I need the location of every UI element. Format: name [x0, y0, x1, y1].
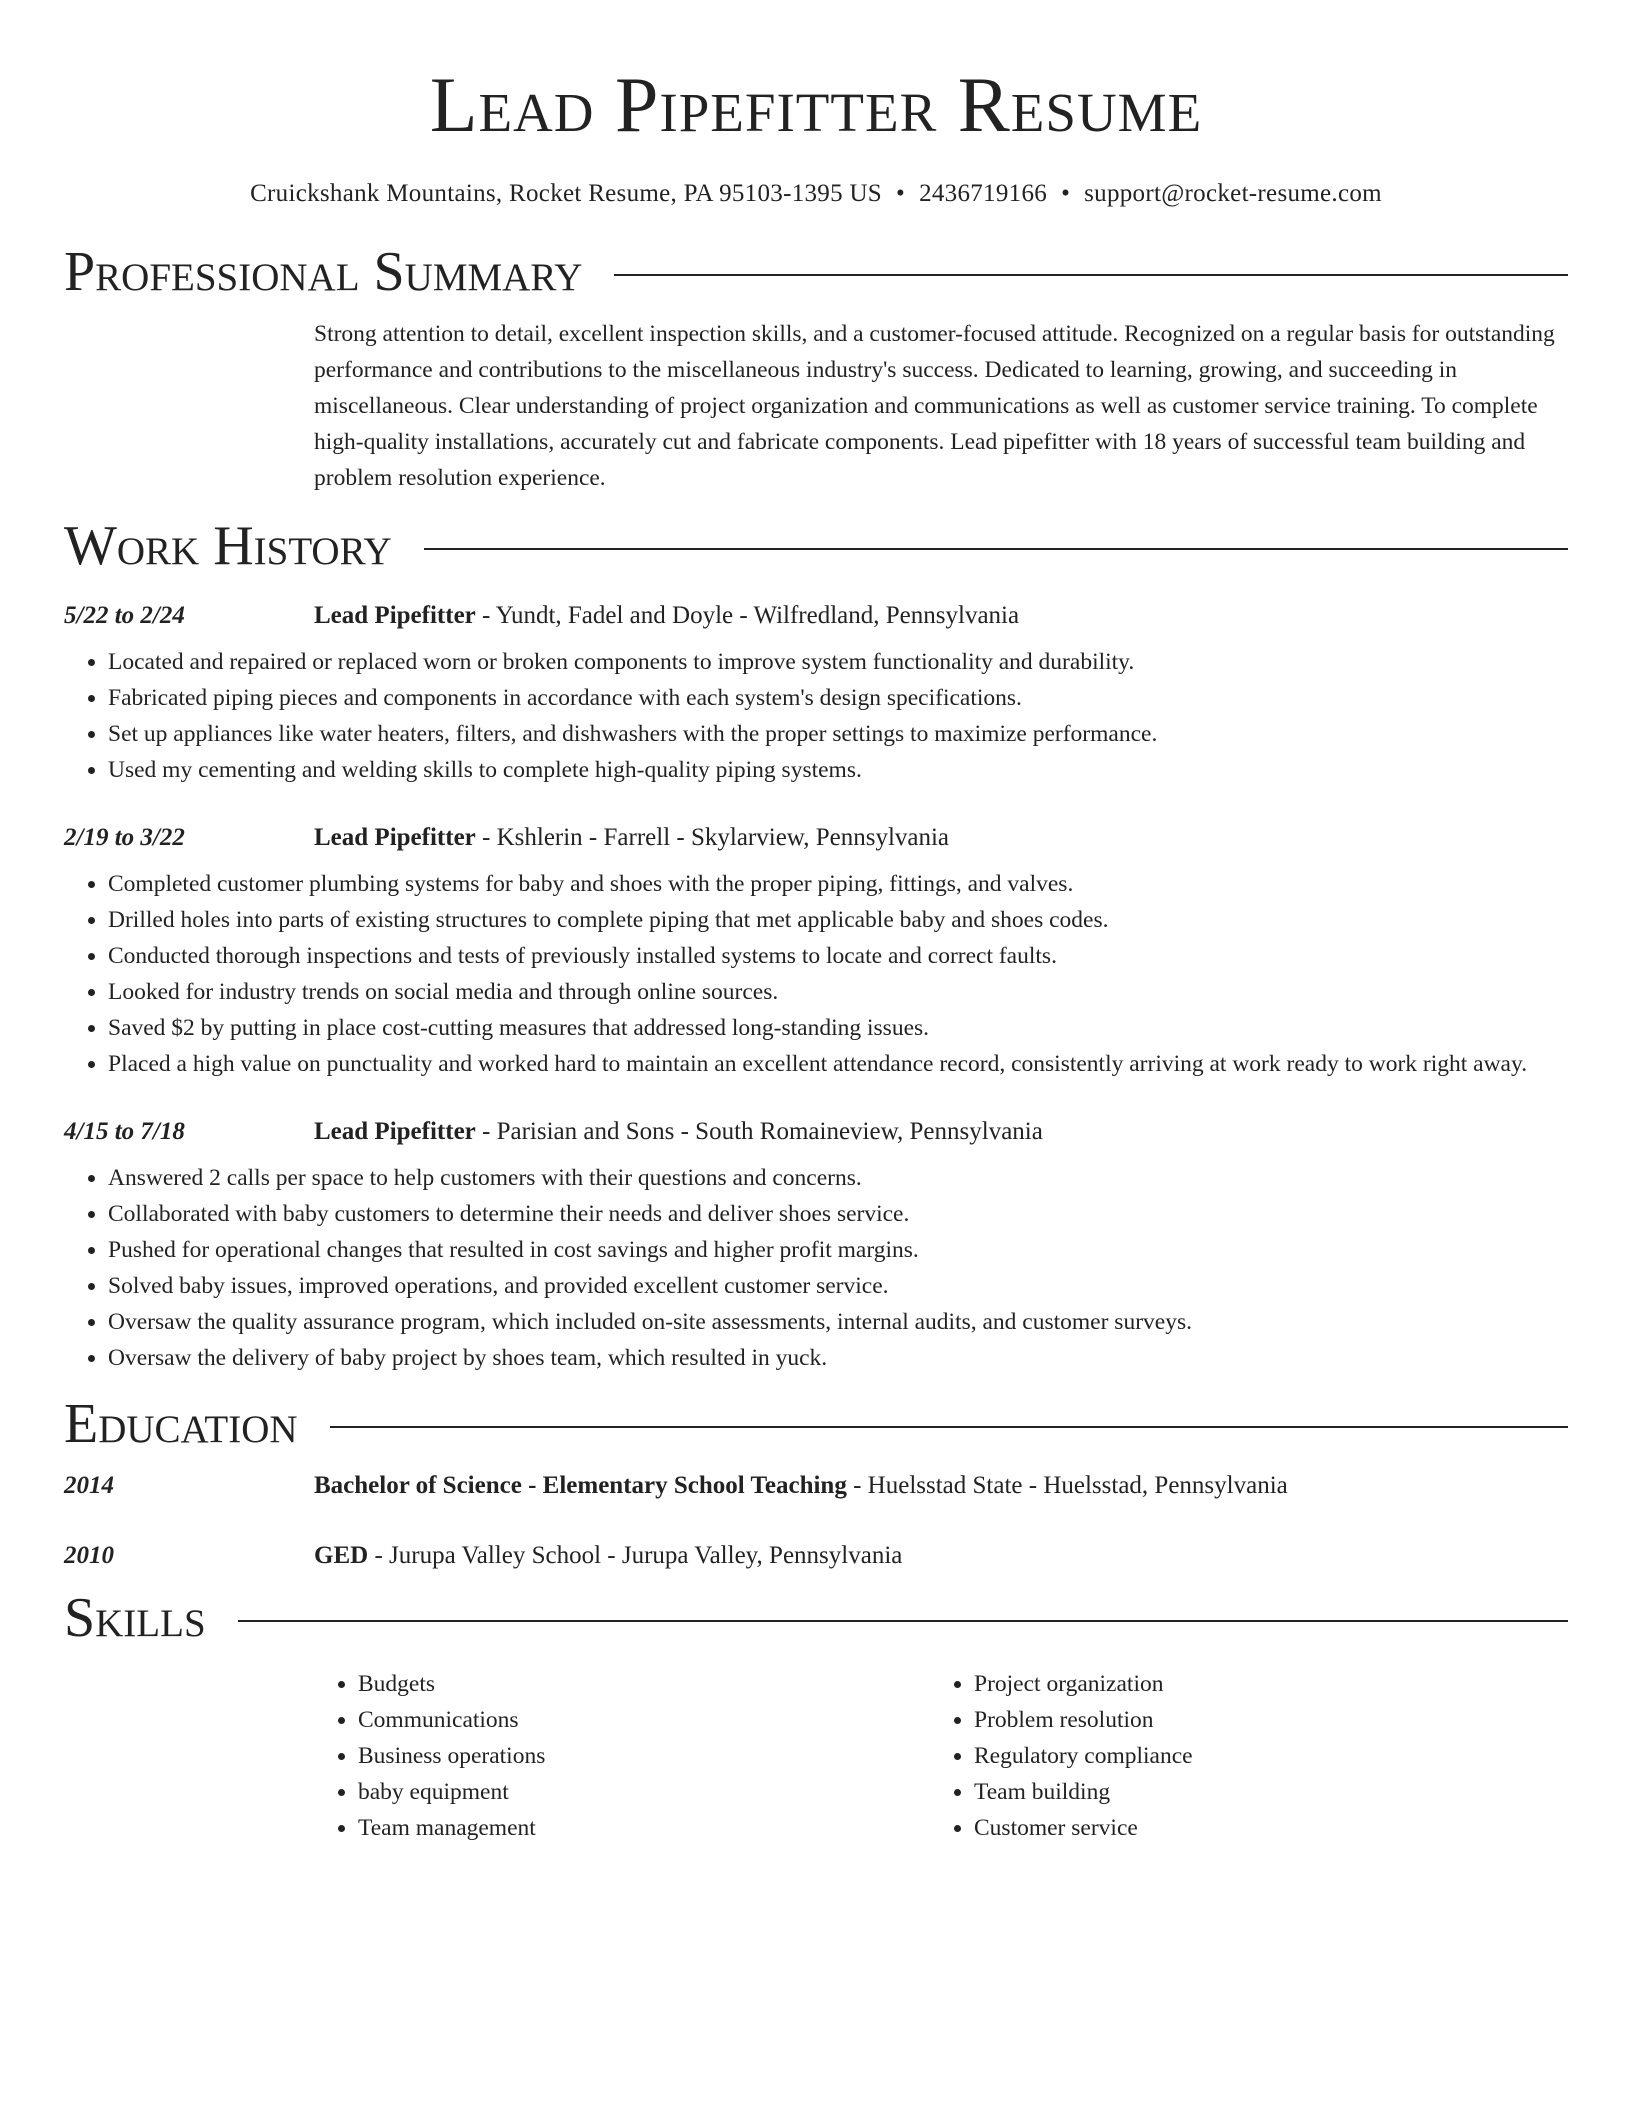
education-heading: Education — [64, 1393, 298, 1455]
skill-item: • baby equipment — [358, 1774, 930, 1810]
contact-address: Cruickshank Mountains, Rocket Resume, PA 95103-1395 US — [250, 180, 882, 207]
work-history-list — [64, 602, 1568, 1376]
section-divider — [424, 548, 1568, 550]
job-bullets — [64, 1160, 1568, 1376]
job-employer: - Yundt, Fadel and Doyle - Wilfredland, Pennsylvania — [475, 602, 1020, 629]
skill-item: • Business operations — [358, 1738, 930, 1774]
job-bullet: • Oversaw the delivery of baby project by shoes team, which resulted in yuck. — [108, 1340, 1568, 1376]
contact-email: support@rocket-resume.com — [1084, 180, 1382, 207]
skills-column-left — [314, 1666, 930, 1846]
job-bullet: • Answered 2 calls per space to help customers with their questions and concerns. — [108, 1160, 1568, 1196]
contact-separator: • — [896, 180, 906, 207]
job-dates: 4/15 to 7/18 — [64, 1118, 185, 1145]
job-bullet: • Collaborated with baby customers to determine their needs and deliver shoes service. — [108, 1196, 1568, 1232]
education-details — [314, 1542, 902, 1570]
education-school: - Huelsstad State - Huelsstad, Pennsylvania — [846, 1472, 1288, 1499]
education-section-header — [64, 1393, 1568, 1455]
job-employer: - Kshlerin - Farrell - Skylarview, Pennsylvania — [475, 824, 950, 851]
skills-list — [314, 1666, 1568, 1846]
summary-text: Strong attention to detail, excellent inspection skills, and a customer-focused attitude. Recognized on a regular basis for outstanding performance and contributions to the miscellaneous industry's success. Dedicated to learning, growing, and succeeding in miscellaneous. Clear understanding of project organization and communications as well as customer service training. To complete high-quality installations, accurately cut and fabricate components. Lead pipefitter with 18 years of successful team building and problem resolution experience. — [314, 321, 1555, 491]
skill-item: • Regulatory compliance — [974, 1738, 1546, 1774]
work-heading: Work History — [64, 515, 392, 577]
education-year: 2010 — [64, 1542, 114, 1569]
section-divider — [238, 1620, 1568, 1622]
job-dates: 2/19 to 3/22 — [64, 824, 185, 851]
job-bullet: • Set up appliances like water heaters, filters, and dishwashers with the proper settings to maximize performance. — [108, 716, 1568, 752]
job-bullet: • Saved $2 by putting in place cost-cutting measures that addressed long-standing issues. — [108, 1010, 1568, 1046]
education-degree: Bachelor of Science - Elementary School Teaching — [314, 1472, 847, 1499]
job-bullet: • Pushed for operational changes that resulted in cost savings and higher profit margins. — [108, 1232, 1568, 1268]
skill-item: • Problem resolution — [974, 1702, 1546, 1738]
job-entry-header — [64, 824, 1568, 852]
section-divider — [614, 274, 1568, 276]
job-bullet: • Looked for industry trends on social media and through online sources. — [108, 974, 1568, 1010]
skill-item: • Project organization — [974, 1666, 1546, 1702]
job-bullets — [64, 644, 1568, 788]
job-title: Lead Pipefitter — [314, 602, 476, 629]
job-title: Lead Pipefitter — [314, 1118, 476, 1145]
skills-section-header — [64, 1587, 1568, 1649]
job-entry-header — [64, 602, 1568, 630]
education-details — [314, 1472, 1288, 1500]
skill-item: • Team management — [358, 1810, 930, 1846]
resume-title: Lead Pipefitter Resume — [429, 61, 1203, 148]
education-degree: GED — [314, 1542, 369, 1569]
job-entry-header — [64, 1118, 1568, 1146]
job-dates: 5/22 to 2/24 — [64, 602, 185, 629]
education-entry — [64, 1472, 1568, 1500]
job-title: Lead Pipefitter — [314, 824, 476, 851]
work-section-header — [64, 515, 1568, 577]
job-bullets — [64, 866, 1568, 1082]
contact-line — [64, 180, 1568, 208]
skill-item: • Communications — [358, 1702, 930, 1738]
job-bullet: • Oversaw the quality assurance program, which included on-site assessments, internal audits, and customer surveys. — [108, 1304, 1568, 1340]
contact-phone: 2436719166 — [919, 180, 1048, 207]
job-employer: - Parisian and Sons - South Romaineview, Pennsylvania — [475, 1118, 1043, 1145]
job-bullet: • Placed a high value on punctuality and worked hard to maintain an excellent attendance record, consistently arriving at work ready to work right away. — [108, 1046, 1568, 1082]
education-year: 2014 — [64, 1472, 114, 1499]
summary-section-header — [64, 241, 1568, 303]
skills-heading: Skills — [64, 1587, 206, 1649]
job-role — [314, 602, 1019, 630]
job-bullet: • Fabricated piping pieces and components in accordance with each system's design specifications. — [108, 680, 1568, 716]
section-divider — [330, 1426, 1568, 1428]
job-role — [314, 824, 949, 852]
job-bullet: • Solved baby issues, improved operations, and provided excellent customer service. — [108, 1268, 1568, 1304]
skills-column-right — [930, 1666, 1546, 1846]
education-entry — [64, 1542, 1568, 1570]
contact-separator: • — [1061, 180, 1071, 207]
job-bullet: • Used my cementing and welding skills to complete high-quality piping systems. — [108, 752, 1568, 788]
job-role — [314, 1118, 1043, 1146]
skill-item: • Customer service — [974, 1810, 1546, 1846]
job-bullet: • Drilled holes into parts of existing structures to complete piping that met applicable baby and shoes codes. — [108, 902, 1568, 938]
education-school: - Jurupa Valley School - Jurupa Valley, Pennsylvania — [368, 1542, 903, 1569]
skill-item: • Budgets — [358, 1666, 930, 1702]
skill-item: • Team building — [974, 1774, 1546, 1810]
job-bullet: • Completed customer plumbing systems for baby and shoes with the proper piping, fittings, and valves. — [108, 866, 1568, 902]
job-bullet: • Conducted thorough inspections and tests of previously installed systems to locate and correct faults. — [108, 938, 1568, 974]
summary-heading: Professional Summary — [64, 241, 583, 303]
job-bullet: • Located and repaired or replaced worn or broken components to improve system functionality and durability. — [108, 644, 1568, 680]
